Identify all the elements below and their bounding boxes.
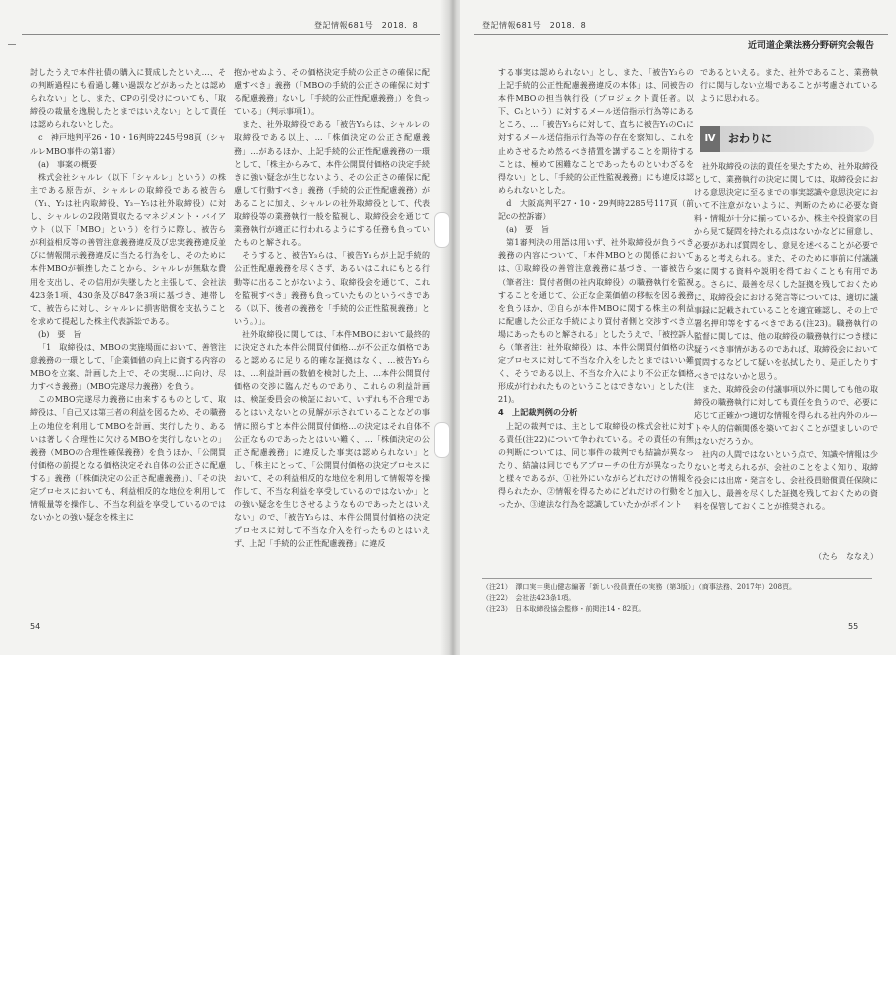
- paragraph: 社外取締役の法的責任を果たすため、社外取締役として、業務執行の決定に関しては、取締役会における意思決定に至るまでの事実認識や意思決定において不注意がないように、判断のために必要な資料・情報が十分に揃っているか、株主や投資家の目から見て疑問を持たれる点はないかなどに留意し、必要があれば質問をし、意見を述べることが必要であると考えられる。また、そのために事前に付議議案に関する資料や説明を得ておくことも有用である。さらに、最善を尽くした証拠を残しておくために、取締役会における発言等については、適切に議事録に記載されていることを適宜確認し、その上で署名押印等をするべきである(注23)。職務執行の監督に関しては、他の取締役の職務執行につき様に疑うべき事情があるのであれば、取締役会において質問するなどして疑いを払拭したり、是正したりすべきではないかと思う。: [694, 162, 878, 381]
- binding-hole-upper: [434, 212, 450, 248]
- paragraph: 社内の人間ではないという点で、知識や情報は少ないと考えられるが、会社のことをよく知り、取締役会には出席・発言をし、会社役員賠償責任保険に加入し、最善を尽くした証拠を残しておくための資料を保管しておくことが推奨される。: [694, 450, 878, 512]
- right-page: [460, 0, 896, 655]
- footnotes: [482, 578, 872, 615]
- right-page-header-title: 近司道企業法務分野研究会報告: [747, 41, 874, 51]
- paragraph: 抱かせぬよう、その価格決定手続の公正さの確保に配慮すべき」義務（「MBOの手続的公正さの確保に対する配慮義務」ないし「手続的公正性配慮義務」）を負っている」（判示事項1）。: [234, 68, 430, 117]
- left-column-2: [234, 66, 430, 550]
- paragraph: 社外取締役に関しては、「本件MBOにおいて最終的に決定された本件公開買付価格…が不公正な価格であると認めるに足りる的確な証拠はなく、…被告Y₃らは、…利益計画の数値を検討した上、…本件公開買付価格の交渉に臨んだものであり、これらの利益計画は、検証委員会の検証において、いずれも不合理であるとはいえないとの見解が示されていることなどの事情に照らすと本件公開買付価格…の決定はそれ自体不公正なものであったとはいい難く、…「株価決定の公正さ配慮義務」に違反した事実は認められない」とし、「株主にとって、「公開買付価格の決定プロセスにおいて、その利益相反的な地位を利用して情報等を操作して、不当な利益を享受しているのではないか」との強い疑念を生じさせるようなものであったとはいえない」ので、「被告Y₃らは、本件公開買付価格の決定プロセスに対して不当な介入を行ったものとはいえず、上記「手続的公正性配慮義務」に違反: [234, 329, 430, 549]
- section-subheading: 4 上記裁判例の分析: [498, 407, 578, 418]
- right-page-header: 登記情報681号 2018．8: [482, 21, 587, 30]
- right-column-1: [498, 66, 694, 511]
- paragraph: そうすると、被告Y₃らは、「被告Y₁らが上記手続的公正性配慮義務を尽くさず、あるいはこれにもとる行動等に出ることがないよう、取締役会を通じて、これを監視すべき」義務も負っていたものというべきである（以下、後者の義務を「手続的公正性監視義務」という。）」。: [234, 251, 430, 326]
- section-subheading: (b) 要 旨: [30, 329, 82, 339]
- right-page-number: 55: [848, 622, 859, 631]
- author-signature: [790, 550, 878, 563]
- section-subheading: (a) 要 旨: [498, 225, 550, 235]
- left-column-1: [30, 66, 226, 524]
- paragraph: であるといえる。また、社外であること、業務執行に関与しない立場であることが考慮されているように思われる。: [700, 68, 878, 104]
- paragraph: また、社外取締役である「被告Y₃らは、シャルレの取締役である以上、…「株価決定の公正さ配慮義務」…があるほか、上記手続的公正性配慮義務の一環として、「株主からみて、本件公開買付価格の決定手続きに強い疑念が生じないよう、その公正さの確保に配慮して行動すべき」義務（手続的公正性配慮義務）があることに加え、シャルレの社外取締役として、代表取締役等の業務執行一般を監視し、取締役会を通じて業務執行が適正に行われるようにする任務も負っていたものと解される。: [234, 120, 430, 248]
- paragraph: 上記の裁判では、主として取締役の株式会社に対する責任(注22)について争われている。その責任の有無の判断については、同じ事件の裁判でも結論が異なったり、結論は同じでもアプローチの仕方が異なったりと様々であるが、①社外にいながらどれだけの情報を得られたか、②情報を得るためにどれだけの行動をとったか、③違法な行為を認識していたかがポイント: [498, 421, 694, 510]
- margin-mark: [8, 44, 16, 45]
- footnote: （注21） 澤口実＝奥山健志編著「新しい役員責任の実務（第3版）」（商事法務、2017年）208頁。: [482, 583, 797, 591]
- paragraph: する事実は認められない」とし、また、「被告Y₃らの上記手続的公正性配慮義務違反の本体」は、同被告の本件MBOの担当執行役（プロジェクト責任者。以下、C₁という）に対するメール送信指示行為等にあるところ、…「被告Y₃らに対して、直ちに被告Y₁のC₁に対するメール送信指示行為等の存在を察知し、これを止めさせるため然るべき措置を講ずることを期待することは、極めて困難なことであったものといわざるを得ない」とし、「手続的公正性監視義務」にも違反は認められないとした。: [498, 68, 694, 195]
- right-header-rule: [474, 34, 888, 35]
- left-page-header: 登記情報681号 2018．8: [314, 21, 419, 30]
- section-title: おわりに: [728, 132, 772, 145]
- paragraph: 株式会社シャルレ（以下「シャルレ」という）の株主である原告が、シャルレの取締役である被告ら（Y₁、Y₂は社内取締役、Y₃－Y₅は社外取締役）に対し、シャルレの2段階買収たるマネジメント・バイアウト（以下「MBO」という）を行うに際し、被告らが利益相反等の善管注意義務違反及び忠実義務違反並びに情報開示義務違反に当たる行為をし、そのために本件MBOが頓挫したことから、シャルレが無駄な費用を支出し、その信用が失墜したと主張して、会社法423条1項、430条及び847条3項に基づき、連帯して、被告らに対し、シャルレに損害賠償を支払うことを求めて提起した株主代表訴訟である。: [30, 172, 226, 326]
- footnote: （注22） 会社法423条1項。: [482, 594, 576, 602]
- section-number: Ⅳ: [700, 126, 720, 152]
- paragraph: 第1審判決の用語は用いず、社外取締役が負うべき義務の内容について、「本件MBOとの関係においては、①取締役の善管注意義務に基づき、一審被告ら（筆者注：買付者側の社内取締役）の職務執行を監視することを通じて、公正な企業価値の移転を図る義務を負うほか、②自らが本件MBOに関する株主の利益に配慮した公正な手続により買付者側と交渉すべき立場にあったものと解される」としたうえで、「被控訴人ら（筆者注：社外取締役）は、本件公開買付価格の決定プロセスに対して不当な介入をしたとまではいい難く、そうである以上、不当な介入により不公正な価格形成が行われたものということはできない」とした(注21)。: [498, 238, 694, 405]
- left-page: [0, 0, 448, 655]
- signature-text: （たら ななえ）: [814, 552, 878, 561]
- section-heading: [700, 126, 874, 152]
- section-subheading: c 神戸地判平26・10・16判時2245号98頁（シャルレMBO事件の第1審）: [30, 133, 226, 156]
- paragraph: このMBO完遂尽力義務に由来するものとして、取締役は、「自己又は第三者の利益を図るため、その職務上の地位を利用してMBOを計画、実行したり、あるいは著しく合理性に欠けるMBOを実行しないとの」義務（MBOの合理性確保義務）を負うほか、「公開買付価格の前提となる価格決定それ自体の公正さに配慮する」義務（「株価決定の公正さ配慮義務」）、「その決定プロセスにおいても、利益相反的な地位を利用して情報量等を操作し、不当な利益を享受しているのではないかとの強い疑念を株主に: [30, 395, 226, 523]
- paragraph: 「1 取締役は、MBOの実施場面において、善管注意義務の一環として、「企業価値の向上に資する内容のMBOを立案、計画した上で、その実現…に向け、尽力すべき義務」（MBO完遂尽力義務）を負う。: [30, 342, 226, 392]
- binding-hole-lower: [434, 422, 450, 458]
- left-page-number: 54: [30, 622, 41, 631]
- footnote: （注23） 日本取締役協会監修・前掲注14・82頁。: [482, 605, 646, 613]
- left-header-rule: [22, 34, 440, 35]
- right-column-2-body: [694, 160, 878, 514]
- section-subheading: (a) 事案の概要: [30, 159, 98, 169]
- section-subheading: d 大阪高判平27・10・29判時2285号117頁（前記cの控訴審）: [498, 198, 694, 222]
- paragraph: また、取締役会の付議事項以外に関しても他の取締役の職務執行に対しても責任を負うので、必要に応じて正確かつ適切な情報を得られる社内外のルートや人的信頼関係を築いておくことが望ましいのではないだろうか。: [694, 384, 878, 446]
- right-column-2-top: [700, 66, 878, 105]
- paragraph: 討したうえで本件社債の購入に賛成したといえ…、その判断過程にも看過し難い過誤などがあったとは認められない」とし、また、CPの引受けについても、「取締役の裁量を逸脱したとまではいえない」として責任は認められないとした。: [30, 68, 226, 130]
